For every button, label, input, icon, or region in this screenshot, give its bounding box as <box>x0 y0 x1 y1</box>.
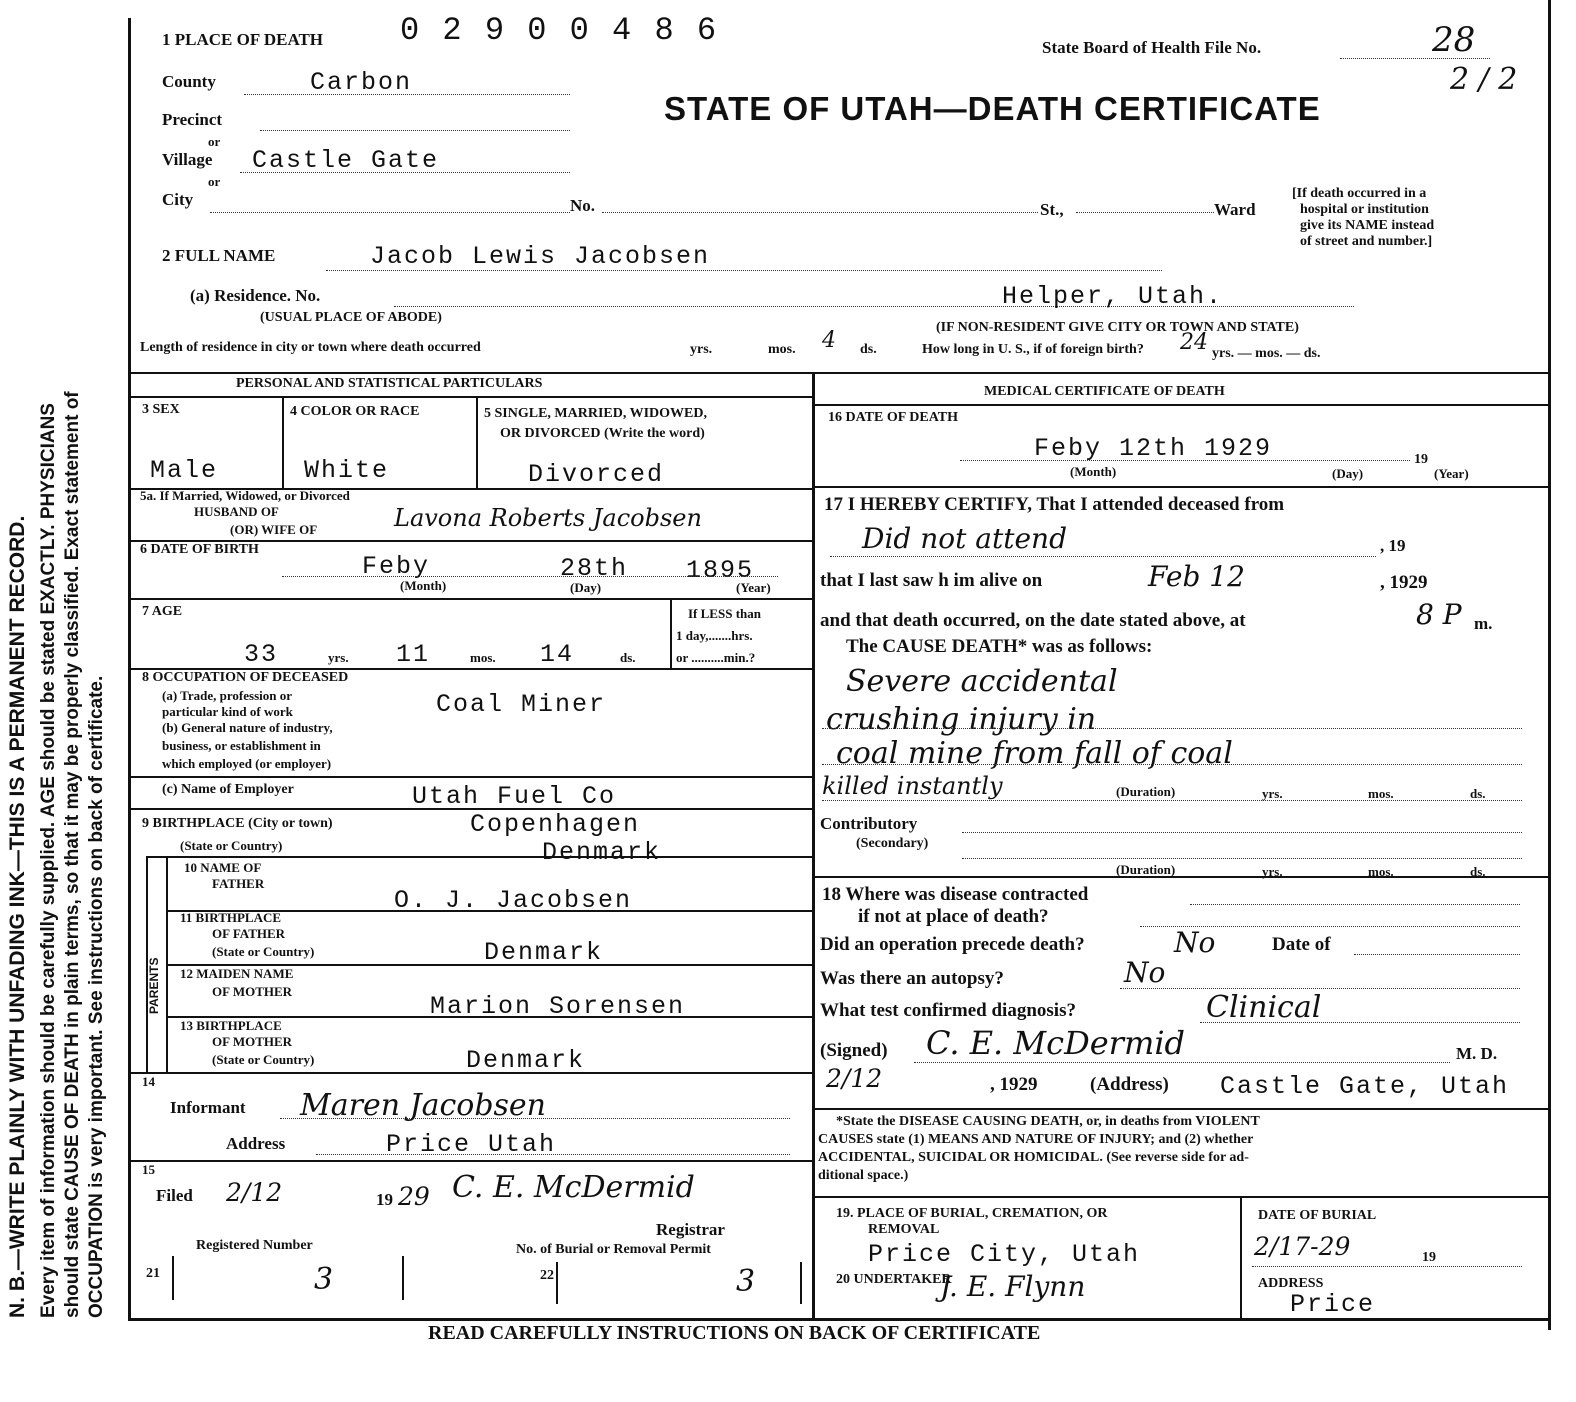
marital-value: Divorced <box>528 460 665 489</box>
filed-date: 2/12 <box>226 1178 283 1207</box>
mother-value: Marion Sorensen <box>430 992 686 1021</box>
sex-value: Male <box>150 456 219 485</box>
sidebar-line-3: should state CAUSE OF DEATH in plain terms, so that it may be properly classified. Exact statement of <box>62 391 83 1318</box>
sidebar-line-2: Every item of information should be carefully supplied. AGE should be stated EXACTLY. PHYSICIANS <box>38 403 59 1318</box>
footer-instructions: READ CAREFULLY INSTRUCTIONS ON BACK OF CERTIFICATE <box>428 1322 1041 1344</box>
birthplace-country: Denmark <box>542 838 662 867</box>
last-saw-date: Feb 12 <box>1148 560 1245 593</box>
sidebar-line-4: OCCUPATION is very important. See instructions on back of certificate. <box>86 675 107 1318</box>
permit-box <box>556 1262 802 1304</box>
sign-date: 2/12 <box>826 1064 883 1093</box>
cause-line-1: Severe accidental <box>846 664 1118 699</box>
precinct-label: Precinct <box>162 110 223 129</box>
age-months: 11 <box>396 640 431 669</box>
file-sub: 2 / 2 <box>1450 62 1518 97</box>
file-label: State Board of Health File No. <box>1042 38 1262 57</box>
race-value: White <box>304 456 390 485</box>
residence-value: Helper, Utah. <box>1002 282 1224 311</box>
parents-label: PARENTS <box>147 957 161 1014</box>
registered-number-box <box>172 1256 404 1300</box>
age-days: 14 <box>540 640 575 669</box>
physician-signature: C. E. McDermid <box>926 1024 1186 1062</box>
spouse-value: Lavona Roberts Jacobsen <box>394 504 702 532</box>
father-birthplace: Denmark <box>484 938 604 967</box>
date-of-death: Feby 12th 1929 <box>1034 434 1273 463</box>
physician-address: Castle Gate, Utah <box>1220 1072 1510 1101</box>
burial-address: Price <box>1290 1290 1376 1319</box>
cause-line-3: coal mine from fall of coal <box>836 736 1233 771</box>
page-title: STATE OF UTAH—DEATH CERTIFICATE <box>664 90 1321 127</box>
length-residence-label: Length of residence in city or town where death occurred <box>140 340 481 355</box>
birthplace-city: Copenhagen <box>470 810 641 839</box>
medical-header: MEDICAL CERTIFICATE OF DEATH <box>984 384 1225 399</box>
burial-date: 2/17-29 <box>1254 1232 1351 1261</box>
employer-value: Utah Fuel Co <box>412 782 617 811</box>
village-label: Village <box>162 150 213 169</box>
occupation-value: Coal Miner <box>436 690 607 719</box>
operation-answer: No <box>1174 926 1216 959</box>
full-name-value: Jacob Lewis Jacobsen <box>370 242 711 271</box>
dob-year: 1895 <box>686 556 755 585</box>
burial-place: Price City, Utah <box>868 1240 1141 1269</box>
certificate-number: 0 2 9 0 0 4 8 6 <box>400 12 719 49</box>
cause-label: The CAUSE DEATH* was as follows: <box>846 636 1153 657</box>
filed-year: 29 <box>398 1182 430 1211</box>
test-answer: Clinical <box>1206 990 1322 1025</box>
county-label: County <box>162 72 216 91</box>
autopsy-answer: No <box>1124 956 1166 989</box>
registrar-signature: C. E. McDermid <box>452 1170 695 1205</box>
hospital-note-1: [If death occurred in a <box>1292 186 1427 201</box>
sidebar-line-1: N. B.—WRITE PLAINLY WITH UNFADING INK—THIS IS A PERMANENT RECORD. <box>6 515 29 1318</box>
death-time: 8 P <box>1416 598 1462 631</box>
cause-line-4: killed instantly <box>822 772 1003 800</box>
age-years: 33 <box>244 640 279 669</box>
permit-number: 3 <box>736 1264 756 1299</box>
full-name-label: 2 FULL NAME <box>162 246 276 265</box>
certify-text: 17 I HEREBY CERTIFY, That I attended deceased from <box>824 494 1285 515</box>
personal-header: PERSONAL AND STATISTICAL PARTICULARS <box>236 376 543 391</box>
place-of-death-label: 1 PLACE OF DEATH <box>162 30 324 49</box>
informant-address: Price Utah <box>386 1130 557 1159</box>
father-value: O. J. Jacobsen <box>394 886 633 915</box>
residence-label: (a) Residence. No. <box>190 286 321 305</box>
mother-birthplace: Denmark <box>466 1046 586 1075</box>
city-label: City <box>162 190 194 209</box>
registered-number: 3 <box>314 1262 334 1297</box>
county-value: Carbon <box>310 68 413 97</box>
cause-line-2: crushing injury in <box>826 702 1097 737</box>
informant-value: Maren Jacobsen <box>300 1088 547 1123</box>
attended-value: Did not attend <box>862 522 1067 555</box>
file-number: 28 <box>1432 20 1476 60</box>
dob-month: Feby <box>362 552 431 581</box>
undertaker-signature: J. E. Flynn <box>940 1270 1086 1303</box>
dob-day: 28th <box>560 554 629 583</box>
village-value: Castle Gate <box>252 146 440 175</box>
